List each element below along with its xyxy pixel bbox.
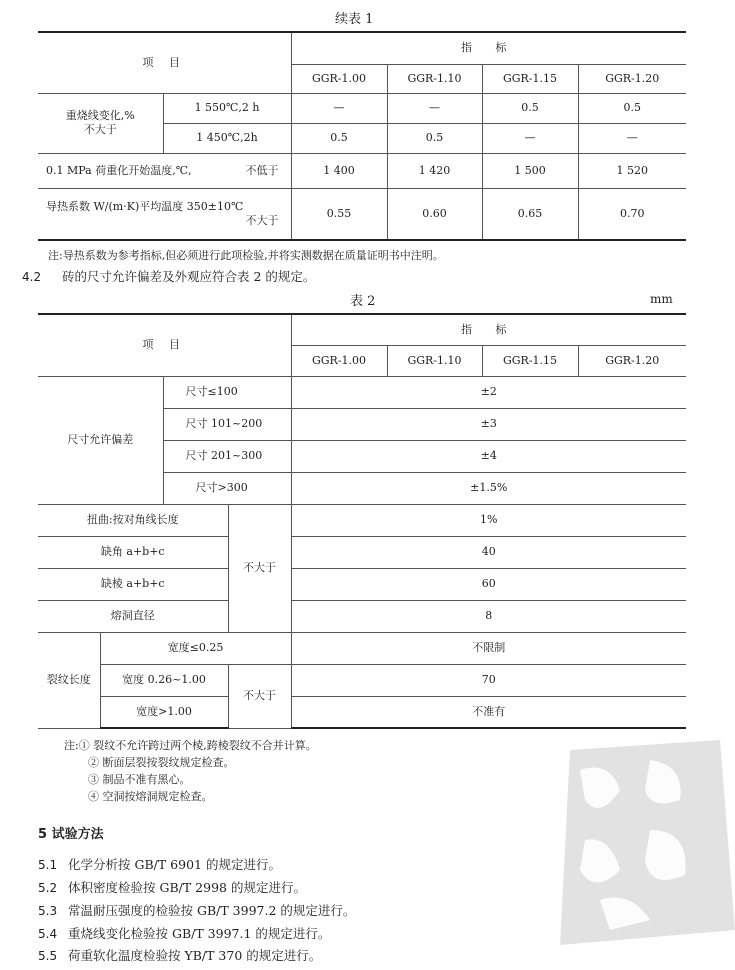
table-cell: 0.60 (387, 188, 482, 240)
table-cell: 1 420 (387, 153, 482, 188)
size-condition: 尺寸 101~200 (163, 408, 291, 440)
clause-4-2 (22, 267, 315, 285)
clause-text: 砖的尺寸允许偏差及外观应符合表 2 的规定。 (62, 269, 316, 284)
table1-grade: GGR-1.20 (578, 64, 686, 93)
crack-value: 70 (291, 664, 686, 696)
size-condition: 尺寸≤100 (163, 376, 291, 408)
table-cell: 0.5 (387, 123, 482, 153)
clause-text: 荷重软化温度检验按 YB/T 370 的规定进行。 (68, 948, 322, 963)
not-exceed-label: 不大于 (228, 504, 291, 632)
section-5-heading: 5 试验方法 (38, 827, 104, 842)
table-cell: 0.5 (482, 93, 578, 123)
crack-value: 不限制 (291, 632, 686, 664)
shape-label: 熔洞直径 (38, 600, 228, 632)
clause-5-4 (38, 924, 330, 942)
load-row-label (38, 153, 291, 188)
clause-text: 体积密度检验按 GB/T 2998 的规定进行。 (68, 880, 306, 895)
table2-grade: GGR-1.00 (291, 345, 387, 376)
load-suffix: 不低于 (245, 163, 279, 177)
size-value: ±4 (291, 440, 686, 472)
clause-number: 4.2 (22, 270, 42, 284)
clause-text: 重烧线变化检验按 GB/T 3997.1 的规定进行。 (68, 926, 331, 941)
watermark-stamp (540, 730, 735, 950)
table2-caption: 表 2 (350, 294, 376, 309)
shape-label: 缺角 a+b+c (38, 536, 228, 568)
clause-text: 化学分析按 GB/T 6901 的规定进行。 (68, 857, 281, 872)
table-cell: — (387, 93, 482, 123)
reheat-label: 重烧线变化,% 不大于 (38, 93, 163, 153)
load-label: 0.1 MPa 荷重化开始温度,℃, (46, 163, 192, 177)
table-cell: 0.5 (291, 123, 387, 153)
table-cell: — (291, 93, 387, 123)
clause-text: 常温耐压强度的检验按 GB/T 3997.2 的规定进行。 (68, 903, 356, 918)
table-cell: 0.55 (291, 188, 387, 240)
conductivity-row-label (38, 188, 291, 240)
clause-number: 5.3 (38, 904, 58, 918)
crack-group-label: 裂纹长度 (38, 632, 100, 728)
crack-condition: 宽度>1.00 (100, 696, 228, 728)
shape-value: 1% (291, 504, 686, 536)
table1-index-header: 指 标 (291, 32, 686, 64)
table1-item-header: 项 目 (38, 32, 291, 93)
clause-5-3 (38, 901, 355, 919)
size-condition: 尺寸>300 (163, 472, 291, 504)
table-cell: 0.70 (578, 188, 686, 240)
table2-notes (64, 737, 317, 805)
table1-grade: GGR-1.10 (387, 64, 482, 93)
clause-5-2 (38, 878, 306, 896)
table2-item-header: 项 目 (38, 314, 291, 376)
clause-number: 5.4 (38, 927, 58, 941)
size-value: ±3 (291, 408, 686, 440)
clause-5-1 (38, 855, 281, 873)
table2-note: ③ 制品不准有黑心。 (88, 773, 191, 786)
table-cell: — (482, 123, 578, 153)
size-value: ±2 (291, 376, 686, 408)
crack-condition: 宽度 0.26~1.00 (100, 664, 228, 696)
crack-condition: 宽度≤0.25 (100, 632, 291, 664)
table1-caption: 续表 1 (335, 12, 374, 27)
shape-label: 扭曲:按对角线长度 (38, 504, 228, 536)
size-value: ±1.5% (291, 472, 686, 504)
size-condition: 尺寸 201~300 (163, 440, 291, 472)
size-group-label: 尺寸允许偏差 (38, 376, 163, 504)
table1-note: 注:导热系数为参考指标,但必须进行此项检验,并将实测数据在质量证明书中注明。 (48, 249, 444, 262)
table-cell: 1 520 (578, 153, 686, 188)
table2-grade: GGR-1.10 (387, 345, 482, 376)
shape-value: 60 (291, 568, 686, 600)
table2-note: ② 断面层裂按裂纹规定检查。 (88, 756, 235, 769)
clause-5-5 (38, 946, 321, 964)
table1 (38, 31, 686, 241)
table2-index-header: 指 标 (291, 314, 686, 345)
shape-value: 8 (291, 600, 686, 632)
table2-note: 注:① 裂纹不允许跨过两个棱,跨棱裂纹不合并计算。 (64, 739, 317, 752)
table-cell: 1 500 (482, 153, 578, 188)
table2-unit: mm (650, 292, 673, 306)
table-cell: 0.65 (482, 188, 578, 240)
table-cell: 1 400 (291, 153, 387, 188)
table2-grade: GGR-1.15 (482, 345, 578, 376)
conductivity-suffix: 不大于 (245, 213, 279, 227)
reheat-condition: 1 550℃,2 h (163, 93, 291, 123)
crack-value: 不准有 (291, 696, 686, 728)
not-exceed-label: 不大于 (228, 664, 291, 728)
table-cell: 0.5 (578, 93, 686, 123)
table2 (38, 313, 686, 729)
table-cell: — (578, 123, 686, 153)
table1-grade: GGR-1.00 (291, 64, 387, 93)
clause-number: 5.5 (38, 949, 58, 963)
table2-grade: GGR-1.20 (578, 345, 686, 376)
clause-number: 5.1 (38, 858, 58, 872)
conductivity-label: 导热系数 W/(m·K)平均温度 350±10℃ (46, 200, 244, 213)
table2-note: ④ 空洞按熔洞规定检查。 (88, 790, 213, 803)
shape-label: 缺棱 a+b+c (38, 568, 228, 600)
shape-value: 40 (291, 536, 686, 568)
table1-grade: GGR-1.15 (482, 64, 578, 93)
reheat-condition: 1 450℃,2h (163, 123, 291, 153)
clause-number: 5.2 (38, 881, 58, 895)
